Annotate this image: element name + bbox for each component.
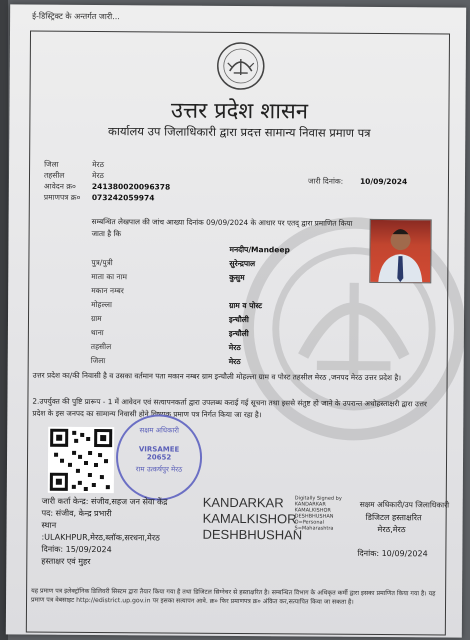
issuer-place: :ULAKHPUR,मेरठ,ब्लॉक,सरधना,मेरठ bbox=[41, 532, 160, 543]
field-label: जिला bbox=[90, 355, 106, 366]
mother-name: कुसुम bbox=[229, 272, 245, 283]
certificate-label: प्रमाणपत्र क्र० bbox=[43, 192, 81, 202]
applicant-name: मनदीप/Mandeep bbox=[229, 244, 290, 255]
district: मेरठ bbox=[228, 356, 241, 367]
issuer-place-label: स्थान bbox=[41, 520, 57, 530]
authority-title: सक्षम अधिकारी/उप जिलाधिकारी bbox=[359, 499, 450, 510]
certificate-frame bbox=[26, 31, 450, 636]
page-title: उत्तर प्रदेश शासन bbox=[170, 98, 309, 125]
authority-place: मेरठ,मेरठ bbox=[377, 524, 406, 535]
application-number: 241380020096378 bbox=[91, 181, 171, 192]
official-seal bbox=[116, 414, 203, 501]
issue-date-label: जारी दिनांक: bbox=[307, 176, 344, 186]
application-label: आवेदन क्र० bbox=[43, 181, 76, 191]
field-label: पुत्र/पुत्री bbox=[91, 257, 113, 268]
tehsil-label: तहसील bbox=[43, 170, 65, 180]
tehsil-value: मेरठ bbox=[91, 170, 104, 181]
locality: ग्राम व पोस्ट bbox=[229, 300, 263, 311]
father-name: सुरेन्द्रपाल bbox=[229, 258, 256, 269]
applicant-photo bbox=[369, 219, 431, 283]
verification-statement: 2.उपर्युक्त की पुष्टि प्रारूप - 1 में आवेदन एवं सत्यापनकर्ता द्वारा उपलब्ध कराई गई सूचना तथा इससे संतुष्ट हो जाने के उपरान्त अधोहस्ताक्षरी द्वारा उत्तर प्रदेश के इस जनपद का सामान्य निवासी होने विषयक प्रमाण पत्र निर्गत किया जा रहा है। bbox=[32, 396, 427, 420]
qr-code bbox=[48, 427, 114, 493]
issuer-date: दिनांक: 15/09/2024 bbox=[41, 544, 112, 555]
certificate-paper bbox=[6, 4, 466, 637]
page-subtitle: कार्यालय उप जिलाधिकारी द्वारा प्रदत्त सामान्य निवास प्रमाण पत्र bbox=[108, 124, 371, 140]
police-station: इन्चौली bbox=[228, 328, 249, 339]
authority-sign-line: डिजिटल हस्ताक्षरित bbox=[365, 512, 422, 523]
authority-date: दिनांक: 10/09/2024 bbox=[357, 548, 428, 559]
up-emblem-icon bbox=[216, 41, 266, 91]
header-note: ई-डिस्ट्रिक्ट के अन्तर्गत जारी... bbox=[32, 11, 120, 22]
residence-statement: उत्तर प्रदेश का/की निवासी है व उसका वर्तमान पता मकान नम्बर ग्राम इन्चौली मोहल्ला ग्राम व पोस्ट तहसील मेरठ ,जनपद मेरठ उत्तर प्रदेश है। bbox=[32, 370, 402, 383]
issuer-post: पद: संजीव, केन्द्र प्रभारी bbox=[41, 508, 112, 519]
signer-name-line: KAMALKISHOR bbox=[202, 510, 297, 527]
district-label: जिला bbox=[44, 159, 59, 169]
seal-text: VIRSAMEE bbox=[138, 445, 180, 454]
digital-signature-note: Digitally Signed by KANDARKAR KAMALKISHOR DESHBHUSHAN O=Personal S=Maharashtra bbox=[294, 495, 342, 532]
footer-note: यह प्रमाण पत्र इलेक्ट्रॉनिक डिलिवरी सिस्टम द्वारा तैयार किया गया है तथा डिजिटल सिग्नेचर से हस्ताक्षरित है। सम्बन्धित विभाग के अधिकृत कर्मी द्वारा इसका प्रमाणित किया गया है। यह प्रमाण पत्र वेबसाइट http://edistrict.up.gov.in पर इसका सत्यापन आवे. क्र० फिर प्रमाणपत्र क्र० अंकित कर,सत्यापित किया जा सकता है। bbox=[31, 587, 436, 606]
issue-date-value: 10/09/2024 bbox=[359, 176, 408, 187]
issuer-sign-label: हस्ताक्षर एवं मुहर bbox=[41, 556, 91, 566]
field-label: थाना bbox=[90, 327, 104, 338]
signer-name-line: KANDARKAR bbox=[202, 494, 284, 511]
issuer-center: जारी कर्ता केन्द्र: संजीव,सहज जन सेवा केंद्र bbox=[41, 496, 168, 507]
seal-text: सक्षम अधिकारी bbox=[139, 426, 180, 435]
field-label: मकान नम्बर bbox=[91, 285, 124, 296]
field-label: तहसील bbox=[90, 341, 112, 352]
seal-text: 20652 bbox=[146, 453, 172, 462]
tehsil: मेरठ bbox=[228, 342, 241, 353]
signer-name bbox=[202, 495, 302, 544]
district-value: मेरठ bbox=[92, 159, 105, 170]
field-label: माता का नाम bbox=[91, 271, 128, 282]
signer-name-line: DESHBHUSHAN bbox=[202, 526, 303, 543]
intro-text: सम्बन्धित लेखपाल की जांच आख्या दिनांक 09/09/2024 के आधार पर एतद् द्वारा प्रमाणित किया जाता है कि bbox=[91, 216, 353, 239]
seal-text: राम उत्कर्षपुर मेरठ bbox=[135, 465, 183, 474]
field-label: ग्राम bbox=[90, 313, 102, 324]
field-label: मोहल्ला bbox=[91, 299, 112, 310]
village: इन्चौली bbox=[228, 314, 249, 325]
certificate-number: 073242059974 bbox=[91, 192, 155, 203]
